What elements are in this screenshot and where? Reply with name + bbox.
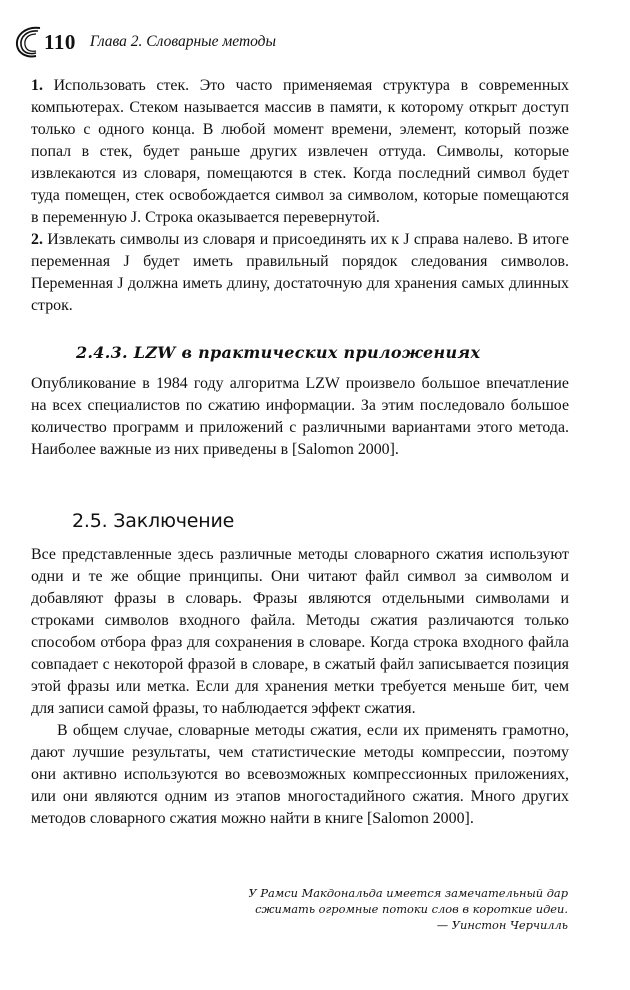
list-item-1 — [31, 75, 569, 229]
subsection-body — [31, 373, 569, 461]
section-body — [31, 544, 569, 830]
section-heading: 2.5. Заключение — [72, 510, 235, 532]
epigraph-author: — Уинстон Черчилль — [436, 918, 568, 932]
epigraph-line: У Рамси Макдональда имеется замечательный дар — [248, 886, 568, 900]
list-item-text: Извлекать символы из словаря и присоединять их к J справа налево. В итоге переменная J будет иметь правильный порядок следования символов. Переменная J должна иметь длину, достаточную для хранения самых длинных строк. — [31, 231, 569, 314]
list-item-number: 2. — [31, 231, 43, 248]
list-block — [31, 75, 569, 317]
chapter-title: Глава 2. Словарные методы — [89, 33, 277, 50]
subsection-heading: 2.4.3. LZW в практических приложениях — [76, 343, 481, 362]
list-item-2 — [31, 229, 569, 317]
swirl-ornament-icon — [14, 25, 44, 59]
paragraph: Все представленные здесь различные методы словарного сжатия используют одни и те же общие принципы. Они читают файл символ за символом и добавляют фразы в словарь. Фразы являются отдельными символами и строками символов входного файла. Методы сжатия различаются только способом отбора фраз для сохранения в словаре. Когда строка входного файла совпадает с некоторой фразой в словаре, в сжатый файл записывается позиция этой фразы или метка. Если для хранения метки требуется меньше бит, чем для записи самой фразы, то наблюдается эффект сжатия. — [31, 546, 569, 717]
epigraph-line: сжимать огромные потоки слов в короткие идеи. — [255, 902, 568, 916]
list-item-number: 1. — [31, 77, 43, 94]
running-head — [14, 22, 276, 62]
page-number: 110 — [44, 29, 76, 54]
paragraph: Опубликование в 1984 году алгоритма LZW произвело большое впечатление на всех специалистов по сжатию информации. За этим последовало большое количество программ и приложений с различными вариантами этого метода. Наиболее важные из них приведены в [Salomon 2000]. — [31, 375, 569, 458]
epigraph — [168, 885, 568, 933]
list-item-text: Использовать стек. Это часто применяемая структура в современных компьютерах. Стеком называется массив в памяти, к которому открыт доступ только с одного конца. В любой момент времени, элемент, который позже попал в стек, будет раньше других извлечен оттуда. Символы, которые извлекаются из словаря, помещаются в стек. Когда последний символ будет туда помещен, стек освобождается символ за символом, которые помещаются в переменную J. Строка оказывается перевернутой. — [31, 77, 569, 226]
paragraph: В общем случае, словарные методы сжатия, если их применять грамотно, дают лучшие результаты, чем статистические методы компрессии, поэтому они активно используются во всевозможных компрессионных приложениях, или они являются одним из этапов многостадийного сжатия. Много других методов словарного сжатия можно найти в книге [Salomon 2000]. — [31, 722, 569, 827]
